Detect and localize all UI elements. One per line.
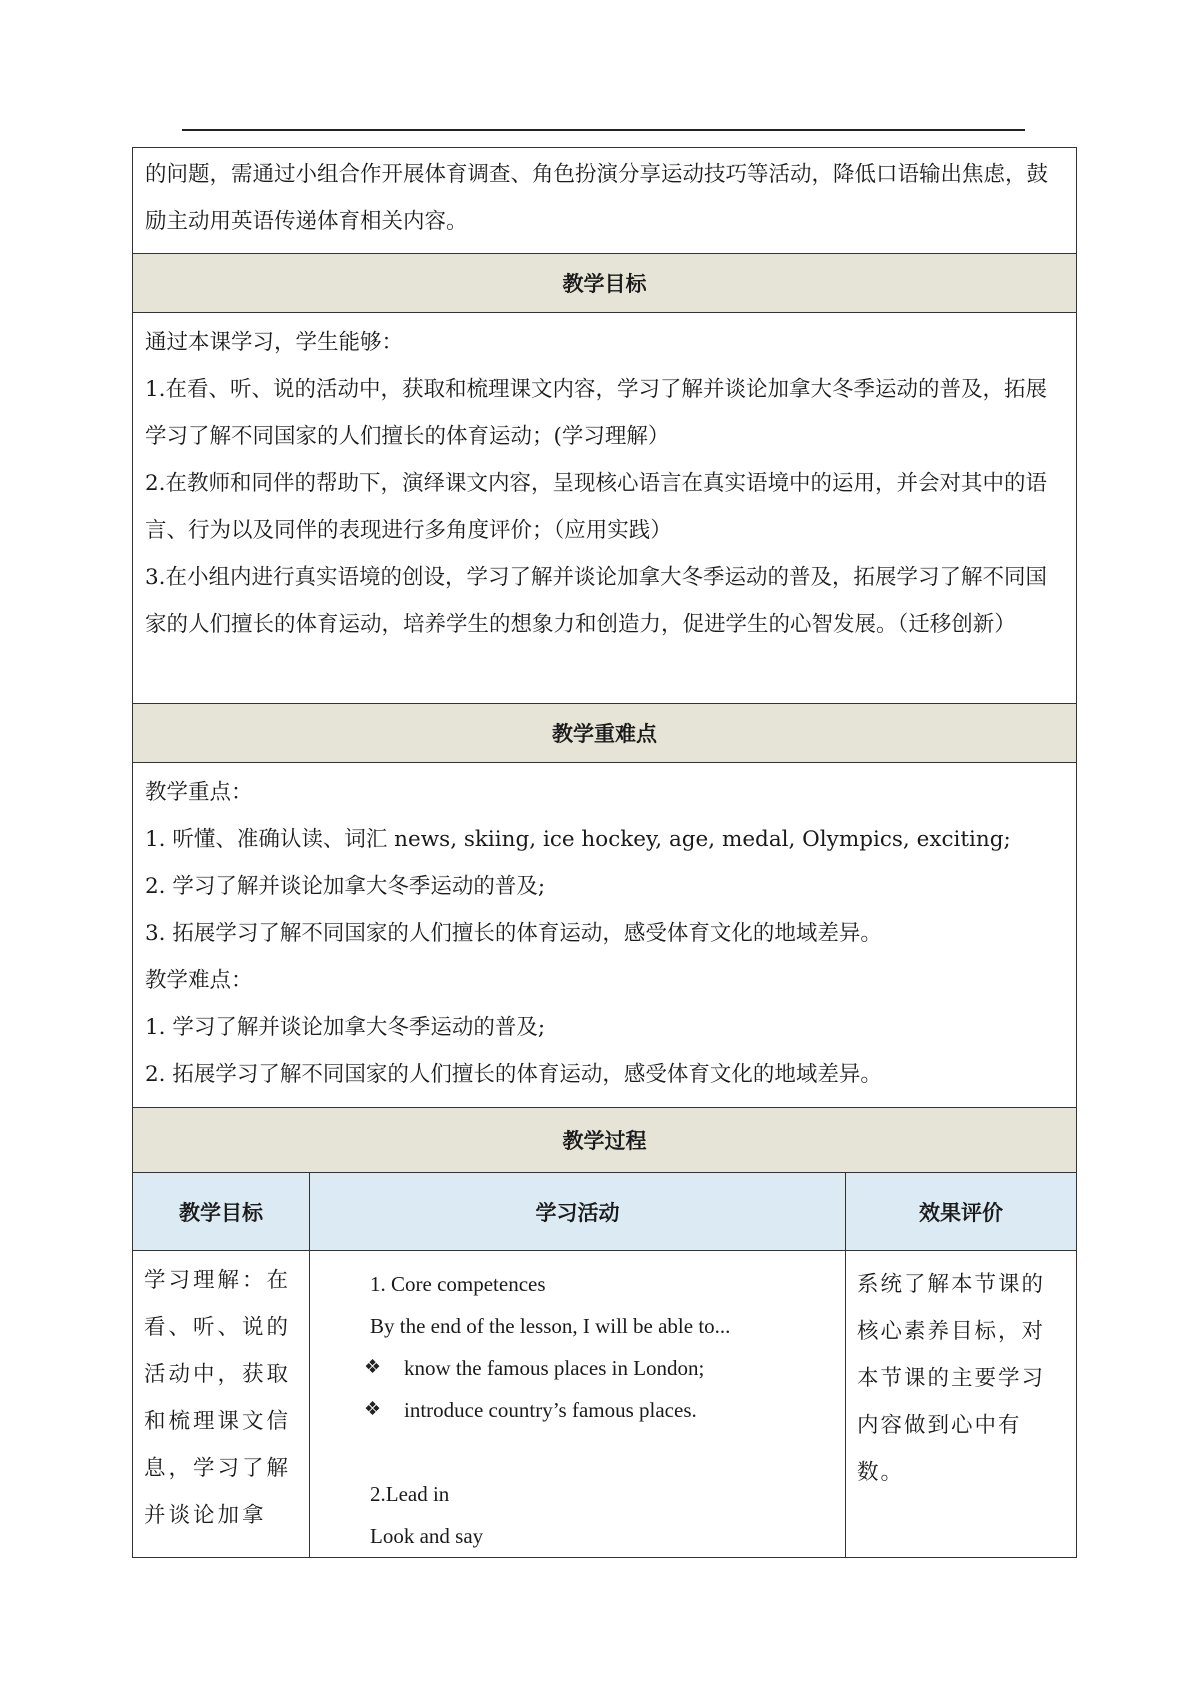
key-points-cell [133,763,1077,1108]
objectives-line: 通过本课学习，学生能够： [145,330,404,355]
diamond-bullet-icon: ❖ [364,1399,382,1420]
activity-bullet-text: know the famous places in London; [404,1356,705,1380]
objectives-line: 1.在看、听、说的活动中，获取和梳理课文内容，学习了解并谈论加拿大冬季运动的普及，拓展学习了解不同国家的人们擅长的体育运动；(学习理解） [145,377,1048,449]
activity-line: 2.Lead in [370,1482,450,1506]
key-points-line: 教学难点： [145,968,253,993]
activity-line: Look and say [370,1524,484,1548]
column-header-activity: 学习活动 [310,1173,846,1251]
header-rule [182,129,1025,131]
activity-bullet-item [364,1389,835,1431]
process-goal-cell [133,1251,310,1558]
key-points-line: 1. 学习了解并谈论加拿大冬季运动的普及; [145,1015,546,1040]
key-points-line: 1. 听懂、准确认读、词汇 news, skiing, ice hockey, age, medal, Olympics, exciting; [145,827,1011,852]
activity-line: 1. Core competences [370,1272,546,1296]
process-goal-text: 学习理解：在看、听、说的活动中，获取和梳理课文信息，学习了解并谈论加拿 [144,1268,292,1528]
activity-line: By the end of the lesson, I will be able to... [370,1314,731,1338]
activity-bullet-item [364,1347,835,1389]
key-points-heading: 教学重难点 [133,704,1077,763]
process-activity-cell [310,1251,846,1558]
activity-bullet-text: introduce country’s famous places. [404,1398,697,1422]
process-evaluation-text: 系统了解本节课的核心素养目标，对本节课的主要学习内容做到心中有数。 [857,1272,1046,1485]
intro-cell [133,148,1077,254]
column-header-evaluation: 效果评价 [846,1173,1077,1251]
objectives-line: 2.在教师和同伴的帮助下，演绎课文内容，呈现核心语言在真实语境中的运用，并会对其中的语言、行为以及同伴的表现进行多角度评价；（应用实践） [145,471,1048,543]
key-points-line: 2. 学习了解并谈论加拿大冬季运动的普及; [145,874,546,899]
key-points-line: 教学重点： [145,780,253,805]
diamond-bullet-icon: ❖ [364,1357,382,1378]
intro-text: 的问题，需通过小组合作开展体育调查、角色扮演分享运动技巧等活动，降低口语输出焦虑，鼓励主动用英语传递体育相关内容。 [145,162,1049,234]
objectives-line: 3.在小组内进行真实语境的创设，学习了解并谈论加拿大冬季运动的普及，拓展学习了解不同国家的人们擅长的体育运动，培养学生的想象力和创造力，促进学生的心智发展。（迁移创新） [145,565,1048,637]
objectives-cell [133,313,1077,704]
objectives-heading: 教学目标 [133,254,1077,313]
column-header-goal: 教学目标 [133,1173,310,1251]
process-evaluation-cell [846,1251,1077,1558]
process-heading: 教学过程 [133,1108,1077,1173]
key-points-line: 2. 拓展学习了解不同国家的人们擅长的体育运动，感受体育文化的地域差异。 [145,1062,882,1087]
key-points-line: 3. 拓展学习了解不同国家的人们擅长的体育运动，感受体育文化的地域差异。 [145,921,882,946]
lesson-plan-table [132,147,1077,1558]
